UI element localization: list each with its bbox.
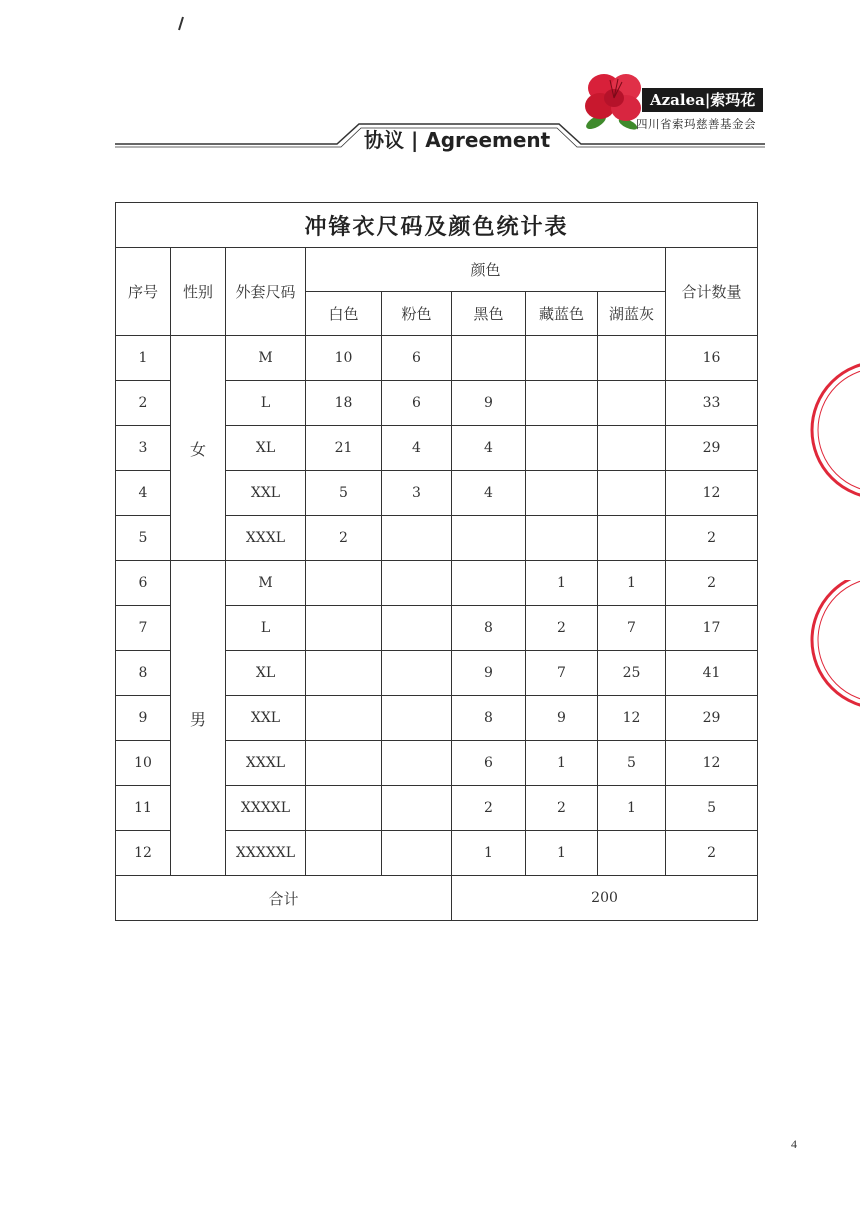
color-count-cell (526, 426, 598, 471)
brand-subtitle: 四川省索玛慈善基金会 (636, 117, 756, 131)
row-total: 12 (666, 741, 758, 786)
row-index: 12 (116, 831, 171, 876)
red-seal-stamp (800, 350, 860, 510)
size-cell: XXXXL (226, 786, 306, 831)
column-header-pink: 粉色 (382, 292, 452, 336)
row-index: 10 (116, 741, 171, 786)
row-index: 5 (116, 516, 171, 561)
color-count-cell: 6 (382, 381, 452, 426)
row-total: 2 (666, 516, 758, 561)
color-count-cell: 10 (306, 336, 382, 381)
color-count-cell (598, 381, 666, 426)
size-cell: XXXL (226, 516, 306, 561)
row-total: 2 (666, 831, 758, 876)
column-header-white: 白色 (306, 292, 382, 336)
color-count-cell (526, 336, 598, 381)
table-title: 冲锋衣尺码及颜色统计表 (116, 203, 758, 248)
color-count-cell: 4 (382, 426, 452, 471)
size-cell: M (226, 561, 306, 606)
color-count-cell: 1 (598, 786, 666, 831)
size-cell: XXL (226, 696, 306, 741)
row-total: 5 (666, 786, 758, 831)
color-count-cell (452, 336, 526, 381)
size-cell: L (226, 606, 306, 651)
color-count-cell: 7 (598, 606, 666, 651)
color-count-cell: 2 (452, 786, 526, 831)
color-count-cell: 2 (306, 516, 382, 561)
color-count-cell (306, 696, 382, 741)
color-count-cell (382, 651, 452, 696)
gender-cell: 男 (171, 561, 226, 876)
column-header-color-group: 颜色 (306, 248, 666, 292)
color-count-cell (526, 381, 598, 426)
row-index: 2 (116, 381, 171, 426)
color-count-cell (382, 606, 452, 651)
color-count-cell: 9 (526, 696, 598, 741)
table-row (116, 336, 758, 381)
color-count-cell: 18 (306, 381, 382, 426)
color-count-cell (598, 426, 666, 471)
color-count-cell: 25 (598, 651, 666, 696)
row-index: 6 (116, 561, 171, 606)
color-count-cell (382, 786, 452, 831)
color-count-cell (306, 606, 382, 651)
row-index: 1 (116, 336, 171, 381)
color-count-cell: 9 (452, 651, 526, 696)
color-count-cell (598, 336, 666, 381)
color-count-cell: 8 (452, 696, 526, 741)
color-count-cell: 2 (526, 606, 598, 651)
column-header-lake-blue-gray: 湖蓝灰 (598, 292, 666, 336)
color-count-cell: 5 (306, 471, 382, 516)
color-count-cell: 6 (382, 336, 452, 381)
gender-cell: 女 (171, 336, 226, 561)
row-index: 7 (116, 606, 171, 651)
row-index: 3 (116, 426, 171, 471)
color-count-cell: 5 (598, 741, 666, 786)
color-count-cell: 3 (382, 471, 452, 516)
color-count-cell: 1 (452, 831, 526, 876)
table-row (116, 561, 758, 606)
color-count-cell (306, 561, 382, 606)
color-count-cell (306, 741, 382, 786)
column-header-index: 序号 (116, 248, 171, 336)
color-count-cell (598, 516, 666, 561)
jacket-size-color-table (115, 202, 758, 921)
color-count-cell: 4 (452, 471, 526, 516)
color-count-cell (382, 831, 452, 876)
column-header-black: 黑色 (452, 292, 526, 336)
color-count-cell: 4 (452, 426, 526, 471)
color-count-cell (382, 741, 452, 786)
size-cell: XL (226, 651, 306, 696)
size-cell: XXXXXL (226, 831, 306, 876)
color-count-cell (306, 831, 382, 876)
page-number: 4 (791, 1137, 797, 1151)
pen-mark (176, 16, 186, 32)
size-cell: XL (226, 426, 306, 471)
grand-total-value: 200 (452, 876, 758, 921)
color-count-cell (306, 651, 382, 696)
column-header-navy: 藏蓝色 (526, 292, 598, 336)
color-count-cell: 7 (526, 651, 598, 696)
color-count-cell: 21 (306, 426, 382, 471)
color-count-cell: 8 (452, 606, 526, 651)
color-count-cell (382, 516, 452, 561)
brand-name: Azalea|索玛花 (642, 88, 763, 112)
color-count-cell (382, 561, 452, 606)
size-cell: XXXL (226, 741, 306, 786)
column-header-gender: 性别 (171, 248, 226, 336)
color-count-cell: 1 (526, 741, 598, 786)
color-count-cell: 1 (598, 561, 666, 606)
size-cell: L (226, 381, 306, 426)
color-count-cell (598, 831, 666, 876)
color-count-cell (526, 516, 598, 561)
row-index: 8 (116, 651, 171, 696)
color-count-cell (306, 786, 382, 831)
row-total: 16 (666, 336, 758, 381)
row-index: 9 (116, 696, 171, 741)
section-title: 协议 | Agreement (364, 128, 551, 152)
size-cell: M (226, 336, 306, 381)
row-total: 29 (666, 426, 758, 471)
color-count-cell (452, 516, 526, 561)
row-total: 2 (666, 561, 758, 606)
row-total: 12 (666, 471, 758, 516)
color-count-cell (526, 471, 598, 516)
color-count-cell: 6 (452, 741, 526, 786)
size-cell: XXL (226, 471, 306, 516)
color-count-cell: 1 (526, 831, 598, 876)
grand-total-row (116, 876, 758, 921)
color-count-cell (452, 561, 526, 606)
row-total: 17 (666, 606, 758, 651)
row-index: 4 (116, 471, 171, 516)
row-index: 11 (116, 786, 171, 831)
red-seal-stamp-2 (800, 580, 860, 740)
color-count-cell (382, 696, 452, 741)
color-count-cell (598, 471, 666, 516)
color-count-cell: 1 (526, 561, 598, 606)
column-header-total: 合计数量 (666, 248, 758, 336)
color-count-cell: 2 (526, 786, 598, 831)
column-header-size: 外套尺码 (226, 248, 306, 336)
row-total: 33 (666, 381, 758, 426)
row-total: 29 (666, 696, 758, 741)
row-total: 41 (666, 651, 758, 696)
color-count-cell: 9 (452, 381, 526, 426)
color-count-cell: 12 (598, 696, 666, 741)
grand-total-label: 合计 (116, 876, 452, 921)
